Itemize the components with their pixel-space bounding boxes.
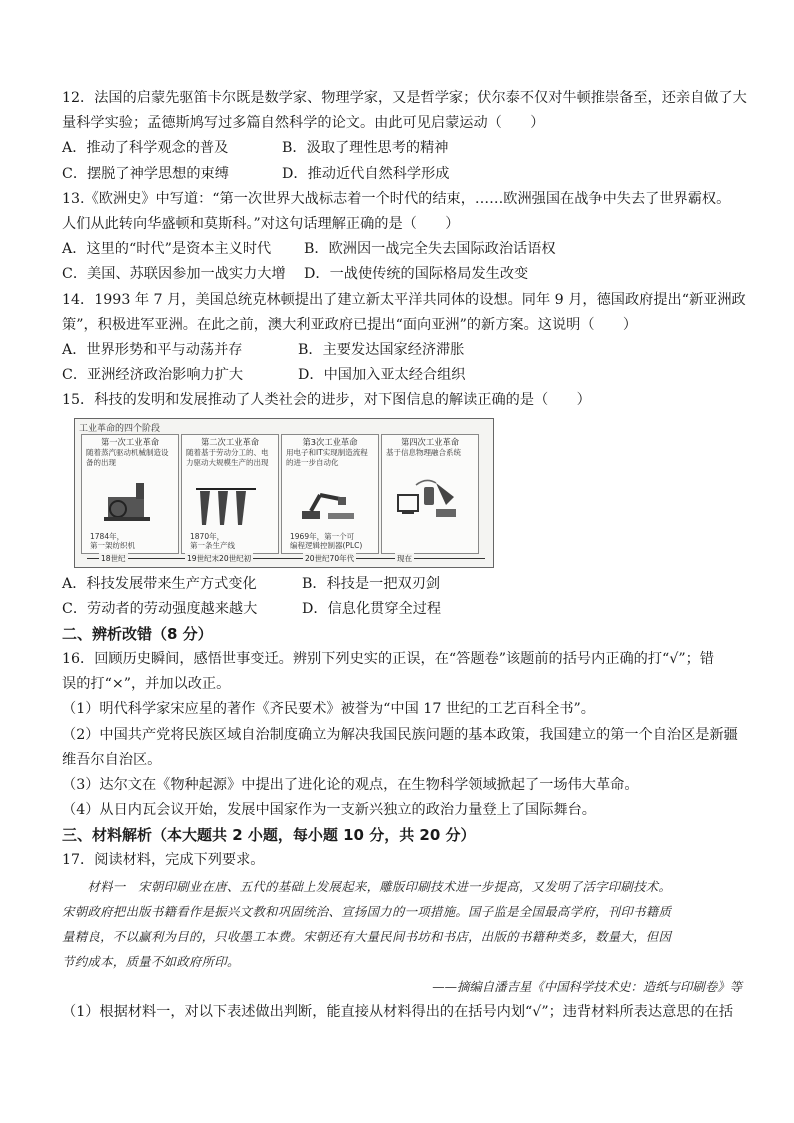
panel-second-revolution xyxy=(181,434,279,554)
timeline-tick: 现在 xyxy=(397,553,412,563)
panel-desc: 随着蒸汽驱动机械制造设备的出现 xyxy=(86,448,169,467)
assembly-line-icon xyxy=(196,487,258,527)
q12-option-c: C．摆脱了神学思想的束缚 xyxy=(62,165,229,182)
timeline-bar xyxy=(87,558,485,560)
q13-option-d: D．一战使传统的国际格局发生改变 xyxy=(304,266,529,283)
material1-line1: 材料一 宋朝印刷业在唐、五代的基础上发展起来，雕版印刷技术进一步提高，又发明了活字印刷技术。 xyxy=(62,878,672,894)
material1-line4: 节约成本，质量不如政府所印。 xyxy=(62,953,240,969)
q17-stem: 17．阅读材料，完成下列要求。 xyxy=(62,852,265,869)
timeline-tick: 20世纪70年代 xyxy=(305,553,355,563)
q15-option-d: D．信息化贯穿全过程 xyxy=(302,600,442,617)
q13-option-a: A．这里的“时代”是资本主义时代 xyxy=(62,241,272,258)
section3-title: 三、材料解析（本大题共 2 小题，每小题 10 分，共 20 分） xyxy=(62,826,476,845)
q13-option-b: B．欧洲因一战完全失去国际政治话语权 xyxy=(304,241,556,258)
q13-stem-line2: 人们从此转向华盛顿和莫斯科。”对这句话理解正确的是（ ） xyxy=(62,216,460,233)
q12-option-d: D．推动近代自然科学形成 xyxy=(282,165,450,182)
timeline-tick: 18世纪 xyxy=(101,553,126,563)
q15-option-c: C．劳动者的劳动强度越来越大 xyxy=(62,600,258,617)
q13-option-c: C．美国、苏联因参加一战实力大增 xyxy=(62,266,286,283)
material1-source: ——摘编自潘吉星《中国科学技术史：造纸与印刷卷》等 xyxy=(432,978,742,994)
steam-loom-icon xyxy=(100,479,156,523)
exam-page xyxy=(62,86,747,1025)
panel-year: 1870年， 第一条生产线 xyxy=(190,531,235,550)
panel-title: 第二次工业革命 xyxy=(200,436,260,447)
q16-item4: （4）从日内瓦会议开始，发展中国家作为一支新兴独立的政治力量登上了国际舞台。 xyxy=(62,802,596,819)
panel-title: 第四次工业革命 xyxy=(400,436,460,447)
q16-stem-line1: 16．回顾历史瞬间，感悟世事变迁。辨别下列史实的正误，在“答题卷”该题前的括号内正确的打“√”；错 xyxy=(62,651,714,668)
q14-stem-line1: 14．1993 年 7 月，美国总统克林顿提出了建立新太平洋共同体的设想。同年 9 月，德国政府提出“新亚洲政 xyxy=(62,291,746,308)
q12-options-row1 xyxy=(62,136,742,161)
q12-options-row2 xyxy=(62,162,742,187)
panel-fourth-revolution xyxy=(381,434,479,554)
q13-stem-line1: 13.《欧洲史》中写道：“第一次世界大战标志着一个时代的结束，……欧洲强国在战争中失去了世界霸权。 xyxy=(62,190,731,207)
material1-line2: 宋朝政府把出版书籍看作是振兴文教和巩固统治、宣扬国力的一项措施。国子监是全国最高学府，刊印书籍质 xyxy=(62,903,672,919)
panel-third-revolution xyxy=(281,434,379,554)
q13-options-row1 xyxy=(62,237,742,262)
panel-title: 第3次工业革命 xyxy=(302,436,358,447)
q13-options-row2 xyxy=(62,262,742,287)
figure-title: 工业革命的四个阶段 xyxy=(79,423,161,434)
q14-option-a: A．世界形势和平与动荡并存 xyxy=(62,342,243,359)
q14-option-b: B．主要发达国家经济滞胀 xyxy=(298,342,465,359)
panel-year: 1784年， 第一架纺织机 xyxy=(90,531,135,550)
q14-options-row1 xyxy=(62,338,742,363)
q12-stem-line2: 量科学实验；孟德斯鸠写过多篇自然科学的论文。由此可见启蒙运动（ ） xyxy=(62,115,545,132)
q14-option-c: C．亚洲经济政治影响力扩大 xyxy=(62,367,244,384)
q16-stem-line2: 误的打“×”，并加以改正。 xyxy=(62,676,231,693)
timeline xyxy=(81,553,487,565)
q15-stem: 15．科技的发明和发展推动了人类社会的进步，对下图信息的解读正确的是（ ） xyxy=(62,392,591,409)
q17-sub1: （1）根据材料一，对以下表述做出判断，能直接从材料得出的在括号内划“√”；违背材料所表达意思的在括 xyxy=(62,1003,734,1020)
q15-option-b: B．科技是一把双刃剑 xyxy=(302,575,441,592)
q16-item1: （1）明代科学家宋应星的著作《齐民要术》被誉为“中国 17 世纪的工艺百科全书”。 xyxy=(62,701,595,718)
q12-stem-line1: 12．法国的启蒙先驱笛卡尔既是数学家、物理学家，又是哲学家；伏尔泰不仅对牛顿推崇备至，还亲自做了大 xyxy=(62,90,747,106)
q16-item2-line2: 维吾尔自治区。 xyxy=(62,751,162,768)
q14-options-row2 xyxy=(62,363,742,388)
q14-stem-line2: 策”，积极进军亚洲。在此之前，澳大利亚政府已提出“面向亚洲”的新方案。这说明（ ） xyxy=(62,316,638,333)
q16-item3: （3）达尔文在《物种起源》中提出了进化论的观点，在生物科学领域掀起了一场伟大革命。 xyxy=(62,777,639,794)
panel-title: 第一次工业革命 xyxy=(100,436,160,447)
cyber-physical-system-icon xyxy=(396,477,460,523)
q12-option-b: B．汲取了理性思考的精神 xyxy=(282,140,449,157)
timeline-tick: 19世纪末20世纪初 xyxy=(187,553,252,563)
q16-item2-line1: （2）中国共产党将民族区域自治制度确立为解决我国民族问题的基本政策，我国建立的第一个自治区是新疆 xyxy=(62,726,738,743)
industrial-revolution-figure xyxy=(74,418,494,568)
panel-desc: 基于信息物理融合系统 xyxy=(386,448,461,458)
q14-option-d: D．中国加入亚太经合组织 xyxy=(298,367,466,384)
panel-desc: 随着基于劳动分工的、电力驱动大规模生产的出现 xyxy=(186,448,269,467)
q12-option-a: A．推动了科学观念的普及 xyxy=(62,140,229,157)
q15-option-a: A．科技发展带来生产方式变化 xyxy=(62,575,257,592)
q15-options-row1 xyxy=(62,572,742,597)
material1-line3: 量精良，不以赢利为目的，只收墨工本费。宋朝还有大量民间书坊和书店，出版的书籍种类多，数量大，但因 xyxy=(62,928,672,944)
panel-desc: 用电子和IT实现制造流程的进一步自动化 xyxy=(286,448,368,467)
q15-options-row2 xyxy=(62,597,742,622)
panel-year: 1969年，第一个可 编程逻辑控制器(PLC) xyxy=(290,531,363,550)
panel-first-revolution xyxy=(81,434,179,554)
robot-arm-icon xyxy=(298,485,358,521)
section2-title: 二、辨析改错（8 分） xyxy=(62,625,213,644)
